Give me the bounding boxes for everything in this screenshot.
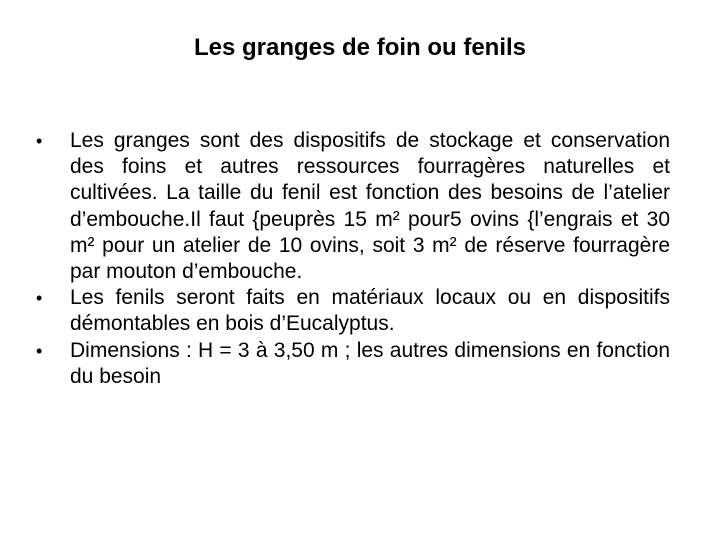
bullet-text: Dimensions : H = 3 à 3,50 m ; les autres dimensions en fonction du besoin: [70, 338, 670, 388]
bullet-list: [36, 128, 670, 390]
bullet-item-dimensions: [36, 338, 670, 390]
bullet-dot-icon: •: [36, 340, 43, 361]
bullet-dot-icon: •: [36, 288, 43, 309]
slide-title: Les granges de foin ou fenils: [193, 34, 527, 61]
bullet-item-materials: [36, 285, 670, 337]
bullet-text: Les granges sont des dispositifs de stockage et conservation des foins et autres ressources fourragères naturelles et cultivées. La taille du fenil est fonction des besoins de l’atelier d’embouche.Il faut {peuprès 15 m² pour5 ovins {l’engrais et 30 m² pour un atelier de 10 ovins, soit 3 m² de réserve fourragère par mouton d’embouche.: [70, 129, 670, 284]
bullet-dot-icon: •: [36, 131, 43, 151]
bullet-item-storage: [36, 128, 670, 285]
bullet-text: Les fenils seront faits en matériaux locaux ou en dispositifs démontables en bois d’Eucalyptus.: [70, 286, 670, 336]
